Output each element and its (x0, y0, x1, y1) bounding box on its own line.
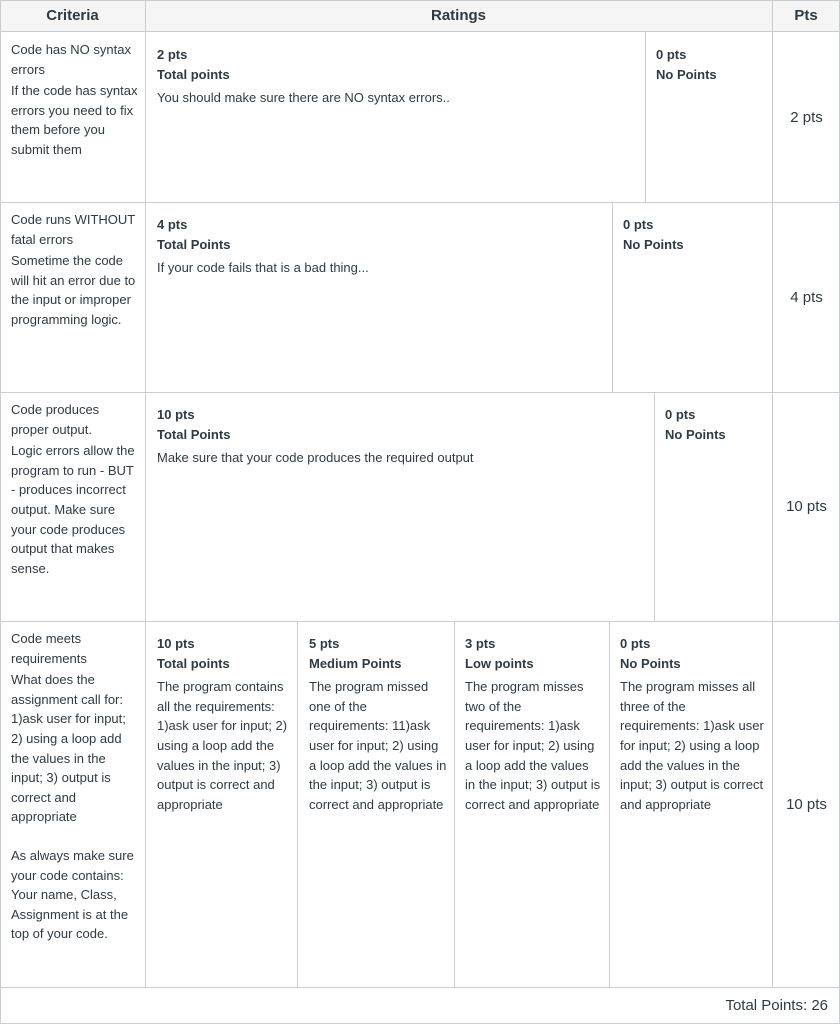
criterion-cell (11, 210, 139, 330)
criterion-title: Code runs WITHOUT fatal errors (11, 212, 136, 247)
rating-title: Total Points (157, 236, 231, 252)
rating-title: Total points (157, 655, 230, 671)
rating-title: Medium Points (309, 655, 402, 671)
rating-description: The program misses all three of the requirements: 1)ask user for input; 2) using a loop add the values in the input; 3) output is correct and appropriate (620, 679, 764, 812)
criterion-description: What does the assignment call for: 1)ask user for input; 2) using a loop add the values in the input; 3) output is correct and appropriate (11, 672, 126, 825)
rating-cell (157, 405, 647, 468)
rating-divider (454, 622, 455, 987)
criterion-title: Code produces proper output. (11, 402, 100, 437)
rating-points: 5 pts (309, 636, 340, 651)
rating-description: You should make sure there are NO syntax errors.. (157, 90, 450, 106)
rating-cell (665, 405, 765, 444)
criterion-cell (11, 40, 139, 160)
rating-divider (645, 32, 646, 202)
criterion-cell (11, 400, 139, 578)
column-divider (145, 0, 146, 987)
rating-cell (620, 634, 766, 814)
row-divider (0, 987, 840, 988)
rating-points: 4 pts (157, 217, 188, 232)
criterion-points: 10 pts (786, 498, 827, 515)
criterion-points: 4 pts (790, 288, 823, 306)
rating-divider (297, 622, 298, 987)
rating-divider (654, 393, 655, 621)
rating-title: No Points (665, 426, 726, 442)
rating-title: No Points (623, 236, 684, 252)
rating-points: 0 pts (623, 217, 654, 232)
criterion-description: If the code has syntax errors you need to fix them before you submit them (11, 83, 138, 157)
rating-points: 10 pts (157, 636, 195, 651)
criterion-cell (11, 629, 139, 944)
criterion-note: As always make sure your code contains: Your name, Class, Assignment is at the top of your code. (11, 847, 134, 942)
pts-header: Pts (772, 0, 840, 31)
row-divider (0, 202, 840, 203)
rating-title: No Points (620, 655, 681, 671)
criterion-points: 10 pts (786, 796, 827, 813)
table-border (0, 0, 1, 1024)
rating-cell (309, 634, 447, 814)
column-divider (772, 0, 773, 987)
rating-description: If your code fails that is a bad thing... (157, 260, 369, 276)
row-divider (0, 621, 840, 622)
criterion-points: 2 pts (790, 108, 823, 126)
rating-cell (465, 634, 601, 814)
rating-description: Make sure that your code produces the required output (157, 450, 474, 466)
table-border (0, 0, 840, 1)
rating-cell (157, 45, 637, 108)
ratings-header: Ratings (145, 0, 772, 31)
criteria-header: Criteria (0, 0, 145, 31)
rating-points: 0 pts (620, 636, 651, 651)
rating-title: Total points (157, 66, 230, 82)
rating-cell (157, 634, 292, 814)
rating-description: The program contains all the requirements: 1)ask user for input; 2) using a loop add the values in the input; 3) output is correct and appropriate (157, 679, 288, 812)
rating-points: 10 pts (157, 407, 195, 422)
criterion-description: Sometime the code will hit an error due to the input or improper programming logic. (11, 253, 136, 327)
row-divider (0, 392, 840, 393)
total-points: Total Points: 26 (725, 997, 828, 1014)
rating-divider (609, 622, 610, 987)
rating-points: 0 pts (665, 407, 696, 422)
rating-points: 3 pts (465, 636, 496, 651)
rating-divider (612, 203, 613, 392)
rating-title: No Points (656, 66, 717, 82)
criterion-description: Logic errors allow the program to run - BUT - produces incorrect output. Make sure your code produces output that makes sense. (11, 443, 135, 576)
rating-description: The program misses two of the requirements: 1)ask user for input; 2) using a loop add the values in the input; 3) output is correct and appropriate (465, 679, 601, 812)
rating-title: Low points (465, 655, 534, 671)
rating-cell (623, 215, 763, 254)
row-divider (0, 31, 840, 32)
rating-title: Total Points (157, 426, 231, 442)
rating-description: The program missed one of the requirements: 11)ask user for input; 2) using a loop add the values in the input; 3) output is correct and appropriate (309, 679, 447, 812)
rating-points: 2 pts (157, 47, 188, 62)
criterion-title: Code has NO syntax errors (11, 42, 131, 77)
rating-points: 0 pts (656, 47, 687, 62)
criterion-title: Code meets requirements (11, 631, 87, 666)
rating-cell (157, 215, 602, 278)
rating-cell (656, 45, 766, 84)
